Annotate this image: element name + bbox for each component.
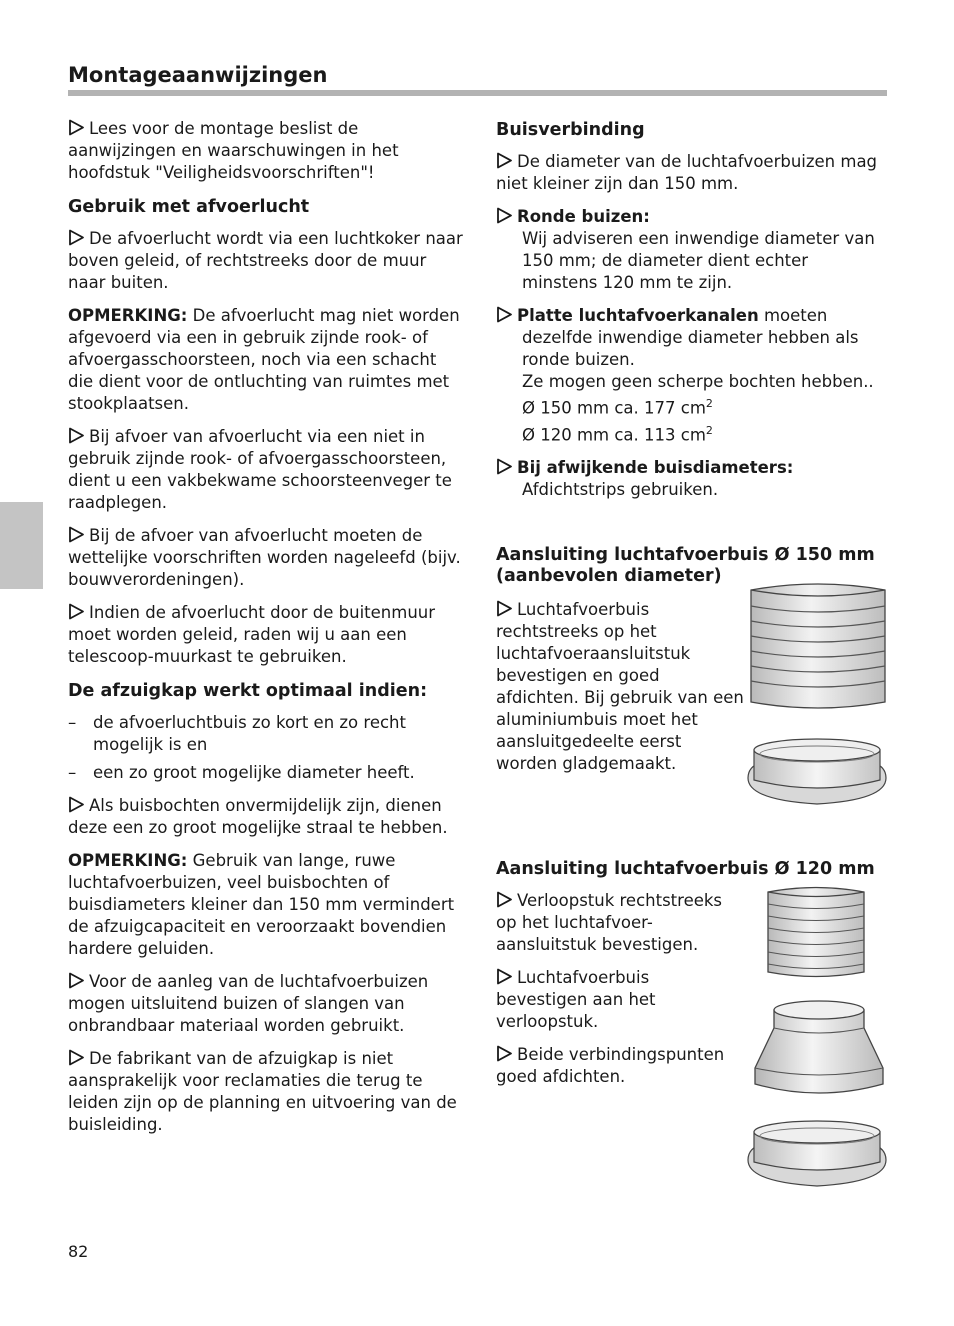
paragraph: De diameter van de luchtafvoerbuizen mag niet kleiner zijn dan 150 mm. (496, 152, 878, 193)
paragraph-120mm: Verloopstuk rechtstreeks op het luchtafvoer-aansluitstuk bevestigen. (496, 891, 723, 954)
section-heading-buisverbinding: Buisverbinding (496, 120, 645, 140)
page-number: 82 (68, 1242, 89, 1261)
paragraph: Voor de aanleg van de luchtafvoerbuizen mogen uitsluitend buizen of slangen van onbrandbaar materiaal worden gebruikt. (68, 972, 429, 1035)
paragraph-120mm: Beide verbindingspunten goed afdichten. (496, 1045, 725, 1086)
reducer-illustration (752, 998, 886, 1102)
section-heading-optimaal: De afzuigkap werkt optimaal indien: (68, 681, 428, 701)
paragraph: Bij de afvoer van afvoerlucht moeten de wettelijke voorschriften worden nageleefd (bijv. bouwverordeningen). (68, 526, 461, 589)
triangle-bullet-icon (496, 207, 517, 224)
paragraph: De afvoerlucht wordt via een luchtkoker naar boven geleid, of rechtstreeks door de muur naar buiten. (68, 229, 463, 292)
paragraph-120mm: Luchtafvoerbuis bevestigen aan het verloopstuk. (496, 968, 656, 1031)
dash-list-item: – een zo groot mogelijke diameter heeft. (68, 763, 415, 782)
paragraph: Bij afvoer van afvoerlucht via een niet in gebruik zijnde rook- of afvoergasschoorsteen, dient u een vakbekwame schoorsteenveger te raadplegen. (68, 427, 452, 512)
triangle-bullet-icon (496, 1045, 517, 1062)
paragraph: Als buisbochten onvermijdelijk zijn, dienen deze een zo groot mogelijke straal te hebben. (68, 796, 448, 837)
page-title: Montageaanwijzingen (68, 63, 328, 87)
triangle-bullet-icon (496, 891, 517, 908)
note-paragraph: OPMERKING: Gebruik van lange, ruwe luchtafvoerbuizen, veel buisbochten of buisdiameters kleiner dan 150 mm vermindert de afzuigcapaciteit en veroorzaakt bovendien hardere geluiden. (68, 851, 455, 958)
section-heading-afvoerlucht: Gebruik met afvoerlucht (68, 197, 310, 217)
triangle-bullet-icon (68, 1049, 89, 1066)
section-heading-120mm: Aansluiting luchtafvoerbuis Ø 120 mm (496, 859, 875, 879)
triangle-bullet-icon (496, 152, 517, 169)
triangle-bullet-icon (68, 603, 89, 620)
paragraph: Indien de afvoerlucht door de buitenmuur moet worden geleid, raden wij u aan een telescoop-muurkast te gebruiken. (68, 603, 436, 666)
triangle-bullet-icon (68, 972, 89, 989)
deviating-diameters-item: Bij afwijkende buisdiameters: Afdichtstrips gebruiken. (496, 457, 888, 501)
section-heading-150mm: Aansluiting luchtafvoerbuis Ø 150 mm (aanbevolen diameter) (496, 545, 875, 586)
note-paragraph: OPMERKING: De afvoerlucht mag niet worden afgevoerd via een in gebruik zijnde rook- of afvoergasschoorsteen, noch via een schacht die dient voor de ontluchting van ruimtes met stookplaatsen. (68, 306, 460, 413)
connector-collar-150-illustration (744, 732, 890, 812)
chapter-side-tab (0, 502, 43, 589)
triangle-bullet-icon (496, 458, 517, 475)
title-rule (68, 90, 887, 96)
flexible-duct-150-illustration (748, 580, 888, 720)
triangle-bullet-icon (68, 427, 89, 444)
triangle-bullet-icon (496, 600, 517, 617)
dash-list-item: – de afvoerluchtbuis zo kort en zo recht mogelijk is en (68, 713, 406, 754)
triangle-bullet-icon (496, 968, 517, 985)
triangle-bullet-icon (68, 796, 89, 813)
paragraph-150mm: Luchtafvoerbuis rechtstreeks op het luchtafvoeraansluitstuk bevestigen en goed afdichten. Bij gebruik van een aluminiumbuis moet het aansluitgedeelte eerst worden gladgemaakt. (496, 600, 744, 773)
triangle-bullet-icon (68, 526, 89, 543)
left-column (68, 118, 464, 1147)
flat-ducts-item: Platte luchtafvoerkanalen moeten dezelfde inwendige diameter hebben als ronde buizen. Ze mogen geen scherpe bochten hebben.. Ø 150 mm ca. 177 $cm^2$ Ø 120 mm ca. 113 $cm^2$ (496, 305, 888, 446)
triangle-bullet-icon (68, 229, 89, 246)
triangle-bullet-icon (496, 306, 517, 323)
round-pipes-item: Ronde buizen: Wij adviseren een inwendige diameter van 150 mm; de diameter dient echter minstens 120 mm te zijn. (496, 206, 888, 294)
connector-collar-120-illustration (744, 1114, 890, 1194)
triangle-bullet-icon (68, 119, 89, 136)
intro-paragraph: Lees voor de montage beslist de aanwijzingen en waarschuwingen in het hoofdstuk "Veiligheidsvoorschriften"! (68, 119, 399, 182)
paragraph: De fabrikant van de afzuigkap is niet aansprakelijk voor reclamaties die terug te leiden zijn op de planning en uitvoering van de buisleiding. (68, 1049, 457, 1134)
flexible-duct-120-illustration (765, 884, 867, 984)
